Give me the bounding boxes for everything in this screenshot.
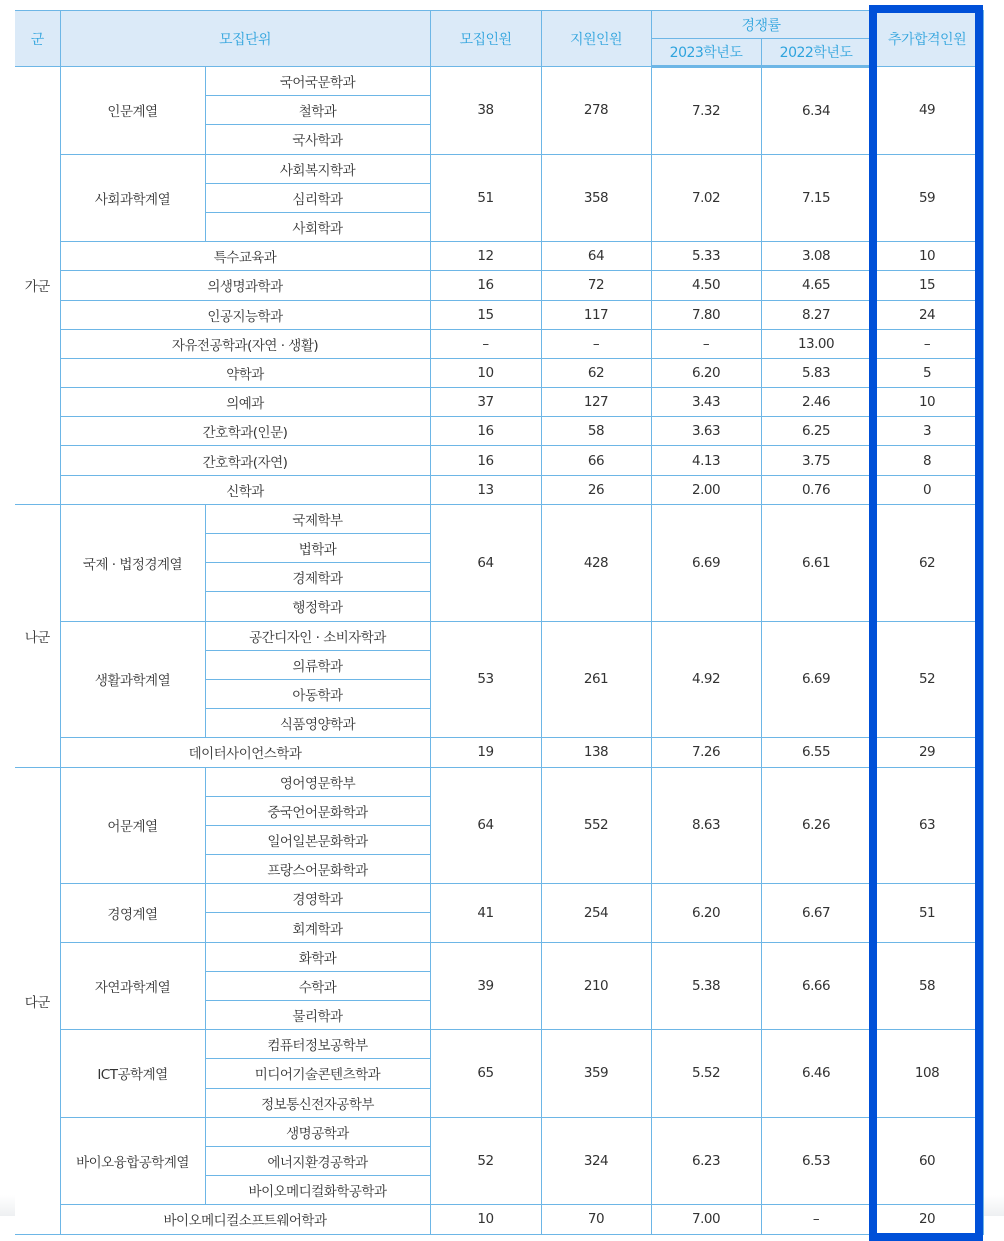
recruit-count: 39 (430, 942, 541, 1030)
admission-results-table (15, 10, 984, 1235)
unit-name: 어문계열 (60, 767, 205, 884)
applicant-count: 117 (541, 300, 651, 329)
recruit-count: 15 (430, 300, 541, 329)
ratio-2022: 6.26 (761, 767, 871, 884)
unit-name: 사회과학계열 (60, 154, 205, 242)
table-row (15, 504, 983, 533)
major-name: 특수교육과 (60, 242, 430, 271)
extra-admitted: 62 (871, 504, 983, 621)
table-row (15, 417, 983, 446)
major-name: 중국언어문화학과 (205, 796, 430, 825)
recruit-count: 52 (430, 1117, 541, 1205)
recruit-count: 53 (430, 621, 541, 738)
extra-admitted: – (871, 329, 983, 358)
ratio-2023: 4.92 (651, 621, 761, 738)
applicant-count: – (541, 329, 651, 358)
applicant-count: 66 (541, 446, 651, 475)
ratio-2022: 6.69 (761, 621, 871, 738)
major-name: 미디어기술콘텐츠학과 (205, 1059, 430, 1088)
extra-admitted: 3 (871, 417, 983, 446)
applicant-count: 261 (541, 621, 651, 738)
applicant-count: 278 (541, 67, 651, 155)
major-name: 컴퓨터정보공학부 (205, 1030, 430, 1059)
ratio-2023: 7.02 (651, 154, 761, 242)
header-recruit: 모집인원 (430, 11, 541, 67)
table-row (15, 942, 983, 971)
major-name: 국사학과 (205, 125, 430, 154)
ratio-2022: 6.53 (761, 1117, 871, 1205)
ratio-2022: 5.83 (761, 358, 871, 387)
ratio-2023: 6.69 (651, 504, 761, 621)
applicant-count: 324 (541, 1117, 651, 1205)
major-name: 국어국문학과 (205, 67, 430, 96)
extra-admitted: 49 (871, 67, 983, 155)
header-year-2023: 2023학년도 (651, 39, 761, 67)
extra-admitted: 52 (871, 621, 983, 738)
applicant-count: 72 (541, 271, 651, 300)
applicant-count: 127 (541, 388, 651, 417)
ratio-2022: 7.15 (761, 154, 871, 242)
major-name: 경제학과 (205, 563, 430, 592)
major-name: 경영학과 (205, 884, 430, 913)
major-name: 아동학과 (205, 679, 430, 708)
recruit-count: 12 (430, 242, 541, 271)
ratio-2022: 6.46 (761, 1030, 871, 1118)
table-row (15, 767, 983, 796)
table-body (15, 67, 983, 1235)
applicant-count: 358 (541, 154, 651, 242)
major-name: 사회학과 (205, 212, 430, 241)
recruit-count: 16 (430, 417, 541, 446)
ratio-2023: 4.13 (651, 446, 761, 475)
ratio-2023: 7.00 (651, 1205, 761, 1234)
major-name: 의생명과학과 (60, 271, 430, 300)
ratio-2023: 5.38 (651, 942, 761, 1030)
extra-admitted: 10 (871, 388, 983, 417)
table-row (15, 358, 983, 387)
ratio-2022: 6.66 (761, 942, 871, 1030)
major-name: 자유전공학과(자연 · 생활) (60, 329, 430, 358)
ratio-2023: 6.23 (651, 1117, 761, 1205)
extra-admitted: 59 (871, 154, 983, 242)
major-name: 영어영문학부 (205, 767, 430, 796)
major-name: 바이오메디컬소프트웨어학과 (60, 1205, 430, 1234)
extra-admitted: 15 (871, 271, 983, 300)
ratio-2022: 6.61 (761, 504, 871, 621)
ratio-2022: – (761, 1205, 871, 1234)
applicant-count: 359 (541, 1030, 651, 1118)
ratio-2023: 7.80 (651, 300, 761, 329)
ratio-2023: 2.00 (651, 475, 761, 504)
ratio-2022: 0.76 (761, 475, 871, 504)
ratio-2023: 6.20 (651, 358, 761, 387)
table-row (15, 738, 983, 767)
recruit-count: 64 (430, 504, 541, 621)
applicant-count: 210 (541, 942, 651, 1030)
extra-admitted: 60 (871, 1117, 983, 1205)
applicant-count: 70 (541, 1205, 651, 1234)
table-row (15, 621, 983, 650)
header-year-2022: 2022학년도 (761, 39, 871, 67)
ratio-2023: 6.20 (651, 884, 761, 942)
table-row (15, 329, 983, 358)
table-row (15, 1205, 983, 1234)
ratio-2023: 4.50 (651, 271, 761, 300)
table-row (15, 1117, 983, 1146)
ratio-2022: 8.27 (761, 300, 871, 329)
extra-admitted: 63 (871, 767, 983, 884)
recruit-count: 41 (430, 884, 541, 942)
major-name: 간호학과(인문) (60, 417, 430, 446)
unit-name: 경영계열 (60, 884, 205, 942)
major-name: 사회복지학과 (205, 154, 430, 183)
recruit-count: 13 (430, 475, 541, 504)
applicant-count: 58 (541, 417, 651, 446)
major-name: 공간디자인 · 소비자학과 (205, 621, 430, 650)
ratio-2023: 8.63 (651, 767, 761, 884)
major-name: 데이터사이언스학과 (60, 738, 430, 767)
ratio-2022: 6.34 (761, 67, 871, 155)
table-row (15, 300, 983, 329)
major-name: 행정학과 (205, 592, 430, 621)
table-row (15, 884, 983, 913)
extra-admitted: 20 (871, 1205, 983, 1234)
major-name: 생명공학과 (205, 1117, 430, 1146)
recruit-count: 16 (430, 271, 541, 300)
major-name: 인공지능학과 (60, 300, 430, 329)
major-name: 심리학과 (205, 183, 430, 212)
ratio-2022: 3.08 (761, 242, 871, 271)
unit-name: 바이오융합공학계열 (60, 1117, 205, 1205)
applicant-count: 254 (541, 884, 651, 942)
recruit-count: – (430, 329, 541, 358)
group-name: 가군 (15, 67, 60, 505)
table-row (15, 1030, 983, 1059)
applicant-count: 138 (541, 738, 651, 767)
major-name: 회계학과 (205, 913, 430, 942)
ratio-2023: 7.32 (651, 67, 761, 155)
header-competition: 경쟁률 (651, 11, 871, 39)
applicant-count: 64 (541, 242, 651, 271)
extra-admitted: 10 (871, 242, 983, 271)
ratio-2023: 3.43 (651, 388, 761, 417)
major-name: 일어일본문화학과 (205, 825, 430, 854)
major-name: 프랑스어문화학과 (205, 855, 430, 884)
table-row (15, 154, 983, 183)
major-name: 에너지환경공학과 (205, 1146, 430, 1175)
unit-name: ICT공학계열 (60, 1030, 205, 1118)
ratio-2022: 6.55 (761, 738, 871, 767)
extra-admitted: 108 (871, 1030, 983, 1118)
recruit-count: 10 (430, 1205, 541, 1234)
major-name: 수학과 (205, 971, 430, 1000)
major-name: 간호학과(자연) (60, 446, 430, 475)
applicant-count: 62 (541, 358, 651, 387)
ratio-2022: 6.25 (761, 417, 871, 446)
group-name: 다군 (15, 767, 60, 1234)
major-name: 국제학부 (205, 504, 430, 533)
applicant-count: 428 (541, 504, 651, 621)
recruit-count: 64 (430, 767, 541, 884)
recruit-count: 37 (430, 388, 541, 417)
header-unit: 모집단위 (60, 11, 430, 67)
major-name: 정보통신전자공학부 (205, 1088, 430, 1117)
major-name: 의류학과 (205, 650, 430, 679)
major-name: 화학과 (205, 942, 430, 971)
extra-admitted: 24 (871, 300, 983, 329)
recruit-count: 51 (430, 154, 541, 242)
table-row (15, 67, 983, 96)
unit-name: 국제 · 법정경계열 (60, 504, 205, 621)
ratio-2023: 5.52 (651, 1030, 761, 1118)
ratio-2023: 7.26 (651, 738, 761, 767)
ratio-2023: – (651, 329, 761, 358)
recruit-count: 19 (430, 738, 541, 767)
ratio-2023: 3.63 (651, 417, 761, 446)
ratio-2022: 6.67 (761, 884, 871, 942)
major-name: 약학과 (60, 358, 430, 387)
table-row (15, 388, 983, 417)
major-name: 철학과 (205, 96, 430, 125)
recruit-count: 16 (430, 446, 541, 475)
extra-admitted: 0 (871, 475, 983, 504)
applicant-count: 26 (541, 475, 651, 504)
unit-name: 자연과학계열 (60, 942, 205, 1030)
header-applicants: 지원인원 (541, 11, 651, 67)
table-row (15, 271, 983, 300)
extra-admitted: 5 (871, 358, 983, 387)
extra-admitted: 51 (871, 884, 983, 942)
applicant-count: 552 (541, 767, 651, 884)
major-name: 의예과 (60, 388, 430, 417)
table-row (15, 242, 983, 271)
recruit-count: 10 (430, 358, 541, 387)
ratio-2022: 13.00 (761, 329, 871, 358)
table-row (15, 475, 983, 504)
ratio-2022: 2.46 (761, 388, 871, 417)
unit-name: 인문계열 (60, 67, 205, 155)
unit-name: 생활과학계열 (60, 621, 205, 738)
major-name: 식품영양학과 (205, 709, 430, 738)
recruit-count: 65 (430, 1030, 541, 1118)
ratio-2022: 4.65 (761, 271, 871, 300)
major-name: 법학과 (205, 534, 430, 563)
extra-admitted: 29 (871, 738, 983, 767)
recruit-count: 38 (430, 67, 541, 155)
header-extra: 추가합격인원 (871, 11, 983, 67)
extra-admitted: 8 (871, 446, 983, 475)
major-name: 신학과 (60, 475, 430, 504)
major-name: 물리학과 (205, 1001, 430, 1030)
ratio-2023: 5.33 (651, 242, 761, 271)
ratio-2022: 3.75 (761, 446, 871, 475)
header-group: 군 (15, 11, 60, 67)
extra-admitted: 58 (871, 942, 983, 1030)
group-name: 나군 (15, 504, 60, 767)
table-row (15, 446, 983, 475)
major-name: 바이오메디컬화학공학과 (205, 1176, 430, 1205)
